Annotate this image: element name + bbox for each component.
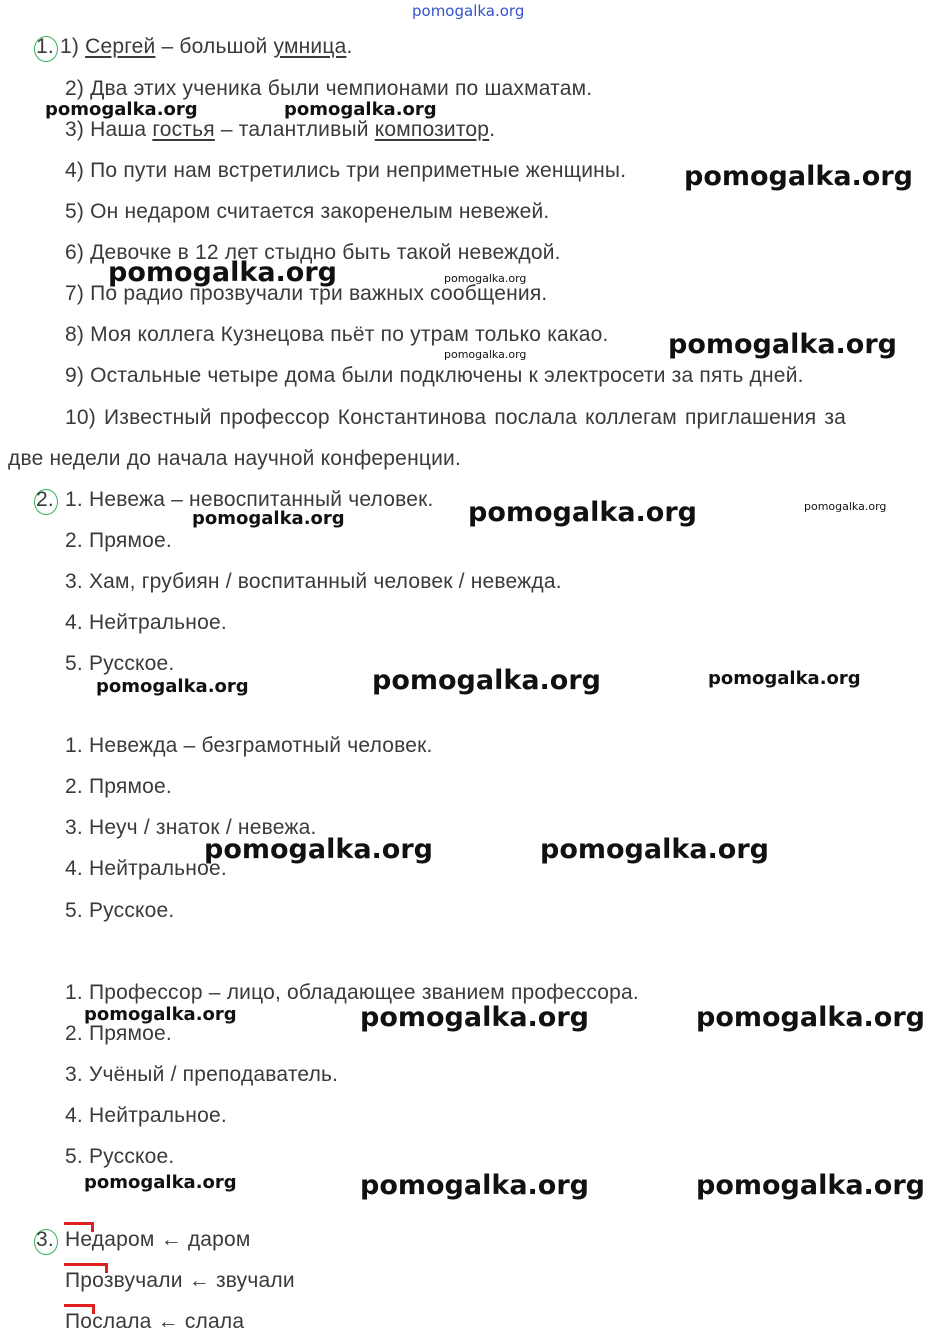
exercise-2-c-line-3: 3. Учёный / преподаватель. <box>65 1063 339 1086</box>
exercise-1-line-1 <box>36 34 353 60</box>
exercise-2-b-line-3: 3. Неуч / знаток / невежа. <box>65 816 317 839</box>
arrow-icon: ← <box>154 1228 188 1251</box>
text: . <box>489 118 496 141</box>
exercise-2-c-line-2: 2. Прямое. <box>65 1022 172 1045</box>
watermark: pomogalka.org <box>444 348 527 361</box>
underlined-word: композитор <box>374 118 490 141</box>
watermark: pomogalka.org <box>84 1172 237 1193</box>
underlined-word: гостья <box>152 118 215 141</box>
watermark: pomogalka.org <box>284 99 437 120</box>
exercise-1-line-5: 5) Он недаром считается закоренелым невежей. <box>65 200 550 223</box>
base-word: даром <box>187 1228 251 1251</box>
prefix: Н <box>65 1228 81 1251</box>
word-rest: звучали <box>103 1269 183 1292</box>
exercise-3-line-1 <box>65 1227 251 1253</box>
word-rest: слала <box>92 1310 152 1333</box>
exercise-2-number: 2. <box>36 488 54 511</box>
exercise-2-c-line-1: 1. Профессор – лицо, обладающее званием профессора. <box>65 981 639 1004</box>
text: – талантливый <box>214 118 375 141</box>
exercise-2-c-line-4: 4. Нейтральное. <box>65 1104 227 1127</box>
watermark: pomogalka.org <box>108 257 337 288</box>
watermark: pomogalka.org <box>444 272 527 285</box>
underlined-word: Сергей <box>85 35 156 58</box>
exercise-2-a-line-1: 1. Невежа – невоспитанный человек. <box>65 488 434 511</box>
prefix: Про <box>65 1269 104 1292</box>
watermark: pomogalka.org <box>372 665 601 696</box>
watermark: pomogalka.org <box>45 99 198 120</box>
watermark: pomogalka.org <box>696 1170 925 1201</box>
exercise-2-a-line-4: 4. Нейтральное. <box>65 611 227 634</box>
watermark: pomogalka.org <box>708 668 861 689</box>
arrow-icon: ← <box>151 1310 185 1333</box>
watermark: pomogalka.org <box>684 161 913 192</box>
watermark: pomogalka.org <box>468 497 697 528</box>
watermark: pomogalka.org <box>204 834 433 865</box>
exercise-3-line-3 <box>65 1309 244 1335</box>
watermark: pomogalka.org <box>360 1002 589 1033</box>
watermark: pomogalka.org <box>540 834 769 865</box>
watermark: pomogalka.org <box>192 508 345 529</box>
exercise-1-line-10a: 10) Известный профессор Константинова послала коллегам приглашения за <box>65 406 847 429</box>
exercise-2-a-line-3: 3. Хам, грубиян / воспитанный человек / невежда. <box>65 570 562 593</box>
watermark: pomogalka.org <box>804 500 887 513</box>
prefix: По <box>65 1310 93 1333</box>
text: . <box>346 35 353 58</box>
exercise-1-line-7: 7) По радио прозвучали три важных сообщения. <box>65 282 548 305</box>
watermark: pomogalka.org <box>696 1002 925 1033</box>
exercise-2-a-line-2: 2. Прямое. <box>65 529 172 552</box>
exercise-2-b-line-2: 2. Прямое. <box>65 775 172 798</box>
exercise-2-b-line-1: 1. Невежда – безграмотный человек. <box>65 734 433 757</box>
watermark: pomogalka.org <box>668 329 897 360</box>
watermark: pomogalka.org <box>360 1170 589 1201</box>
exercise-2-a-line-5: 5. Русское. <box>65 652 175 675</box>
base-word: слала <box>184 1310 245 1333</box>
base-word: звучали <box>215 1269 295 1292</box>
exercise-2-b-line-5: 5. Русское. <box>65 899 175 922</box>
exercise-1-line-8: 8) Моя коллега Кузнецова пьёт по утрам только какао. <box>65 323 609 346</box>
text: 3) Наша <box>65 118 153 141</box>
exercise-1-line-10b: две недели до начала научной конференции. <box>8 447 461 470</box>
exercise-1-line-6: 6) Девочке в 12 лет стыдно быть такой невеждой. <box>65 241 561 264</box>
text: – большой <box>155 35 274 58</box>
exercise-1-line-3 <box>65 117 495 143</box>
exercise-1-line-4: 4) По пути нам встретились три неприметные женщины. <box>65 159 627 182</box>
watermark-top: pomogalka.org <box>412 2 525 20</box>
exercise-3-line-2 <box>65 1268 295 1294</box>
watermark: pomogalka.org <box>96 676 249 697</box>
exercise-1-number: 1. <box>36 35 54 58</box>
underlined-word: умница <box>273 35 347 58</box>
exercise-1-line-2: 2) Два этих ученика были чемпионами по шахматам. <box>65 77 593 100</box>
text: 1) <box>59 35 86 58</box>
exercise-3-number: 3. <box>36 1228 54 1251</box>
exercise-2-c-line-5: 5. Русское. <box>65 1145 175 1168</box>
arrow-icon: ← <box>182 1269 216 1292</box>
word-rest: едаром <box>80 1228 155 1251</box>
exercise-1-line-9: 9) Остальные четыре дома были подключены к электросети за пять дней. <box>65 364 804 387</box>
exercise-2-b-line-4: 4. Нейтральное. <box>65 857 227 880</box>
watermark: pomogalka.org <box>84 1004 237 1025</box>
